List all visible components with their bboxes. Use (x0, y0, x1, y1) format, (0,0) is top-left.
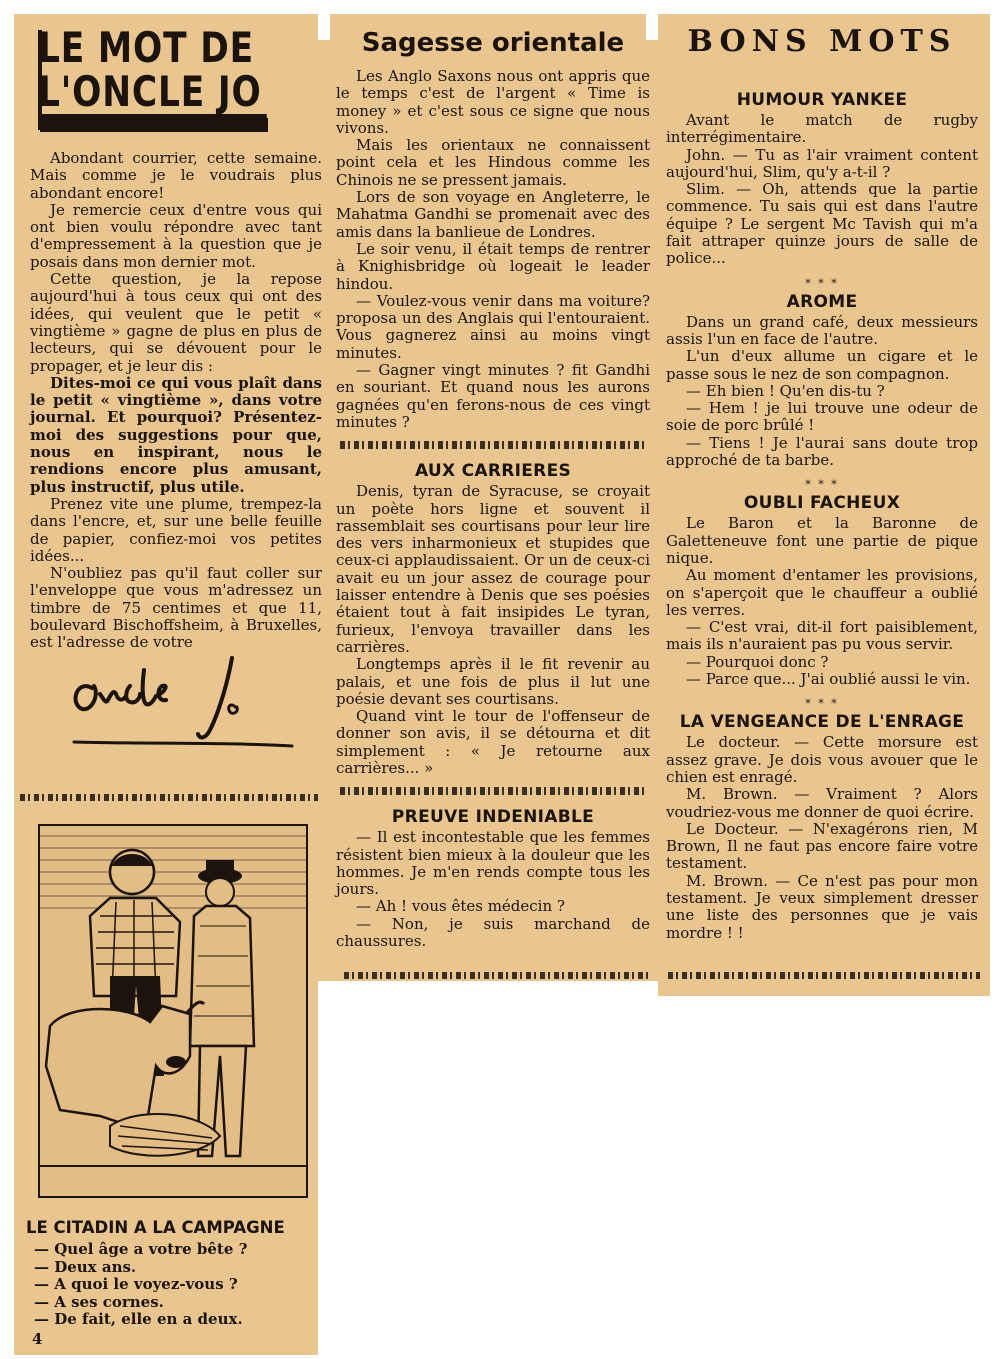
paragraph: — Pourquoi donc ? (686, 652, 829, 671)
citadin-title: LE CITADIN A LA CAMPAGNE (26, 1218, 285, 1237)
star-glyph: * (831, 697, 839, 711)
vengeance-title: LA VENGEANCE DE L'ENRAGE (679, 712, 965, 733)
bons-mots-title: BONS MOTS (687, 24, 957, 59)
paragraph: Dans un grand café, deux messieurs assis l'un en face de l'autre. (666, 312, 978, 348)
checker-divider (340, 441, 646, 449)
checker-divider (340, 787, 646, 795)
paragraph: Prenez vite une plume, trempez-la dans l'encre, et, sur une belle feuille de papier, confiez-moi vos petites idées... (30, 494, 322, 565)
paragraph: Avant le match de rugby interrégimentaire. (666, 111, 978, 147)
oncle-jo-signature (60, 650, 300, 760)
checker-divider (344, 972, 652, 979)
paragraph: Quand vint le tour de l'offenseur de donner son avis, il se détourna et dit simplement : « Je retourne aux carrières... » (336, 707, 650, 777)
paragraph: M. Brown. — Ce n'est pas pour mon testament. Je veux simplement dresser une liste des personnes que je vais mordre ! ! (666, 871, 978, 942)
citadin-joke (26, 1218, 316, 1329)
oncle-jo-article (30, 150, 322, 652)
paragraph: Longtemps après il le fit revenir au palais, et une fois de plus il lut une poésie devant ses courtisans. (336, 655, 650, 708)
paragraph: — Non, je suis marchand de chaussures. (336, 914, 650, 951)
star-glyph: * (818, 276, 826, 290)
paragraph: Cette question, je la repose aujourd'hui à tous ceux qui ont des idées, qui veulent que le petit « vingtième » gagne de plus en plus de lecteurs, qui se dévouent pour le propager, et je leur dis : (30, 270, 322, 375)
dialogue-line: — A ses cornes. (34, 1292, 164, 1311)
paragraph: — Gagner vingt minutes ? fit Gandhi en souriant. Et quand nous les aurons gagnées qu'en ferons-nous de ces vingt minutes ? (336, 361, 650, 431)
star-separator (666, 479, 978, 491)
paragraph: N'oubliez pas qu'il faut coller sur l'enveloppe que vous m'adressez un timbre de 75 centimes et que 11, boulevard Bischoffsheim, à Bruxelles, est l'adresse de votre (30, 564, 322, 652)
paragraph: Je remercie ceux d'entre vous qui ont bien voulu répondre avec tant d'empressement à la question que je posais dans mon dernier mot. (30, 200, 322, 271)
star-glyph: * (805, 276, 813, 290)
oncle-jo-title-line2: L'ONCLE JO (38, 70, 267, 118)
arome-title: AROME (786, 291, 858, 312)
paragraph: — Ah ! vous êtes médecin ? (356, 897, 565, 916)
illustration-citadin (38, 824, 308, 1198)
dialogue-line: — Quel âge a votre bête ? (34, 1240, 248, 1258)
paragraph: John. — Tu as l'air vraiment content aujourd'hui, Slim, qu'y a-t-il ? (666, 145, 978, 181)
star-glyph: * (831, 276, 839, 290)
title-shadow-bar (40, 118, 268, 132)
paragraph: Le docteur. — Cette morsure est assez grave. Je dois vous avouer que le chien est enragé. (666, 733, 978, 786)
paragraph: Le soir venu, il était temps de rentrer à Knighisbridge où logeait le leader hindou. (336, 239, 650, 293)
star-glyph: * (805, 697, 813, 711)
paragraph: Les Anglo Saxons nous ont appris que le temps c'est de l'argent « Time is money » et c'est sous ce signe que nous vivons. (336, 67, 650, 137)
paragraph: — Il est incontestable que les femmes résistent bien mieux à la douleur que les hommes. Je m'en rends compte tous les jours. (336, 828, 650, 899)
paragraph: Au moment d'entamer les provisions, on s'aperçoit que le chauffeur a oublié les verres. (666, 566, 978, 619)
sagesse-title: Sagesse orientale (361, 28, 625, 58)
page-number: 4 (32, 1330, 43, 1348)
paragraph: — Parce que... J'ai oublié aussi le vin. (686, 670, 971, 689)
paragraph: — Eh bien ! Qu'en dis-tu ? (686, 381, 885, 400)
star-glyph: * (818, 697, 826, 711)
oncle-jo-title-line1: LE MOT DE (38, 23, 254, 72)
paragraph: — Voulez-vous venir dans ma voiture? proposa un des Anglais qui l'entouraient. Vous gagnerez ainsi au moins vingt minutes. (336, 291, 650, 362)
star-glyph: * (805, 478, 813, 492)
checker-divider (20, 794, 318, 801)
paragraph: Mais les orientaux ne connaissent point cela et les Hindous comme les Chinois ne se pressent jamais. (336, 136, 650, 189)
paragraph: Le Baron et la Baronne de Galetteneuve font une partie de pique nique. (666, 514, 978, 567)
oncle-jo-title (38, 23, 309, 118)
paragraph: — C'est vrai, dit-il fort paisiblement, mais ils n'auraient pas pu vous servir. (666, 618, 978, 654)
paragraph: — Tiens ! Je l'aurai sans doute trop approché de ta barbe. (666, 433, 978, 470)
paragraph: L'un d'eux allume un cigare et le passe sous le nez de son compagnon. (666, 347, 978, 383)
carrieres-title: AUX CARRIERES (414, 461, 572, 482)
paragraph: M. Brown. — Vraiment ? Alors voudriez-vous me donner de quoi écrire. (666, 785, 978, 821)
paragraph: — Hem ! je lui trouve une odeur de soie de porc brûlé ! (666, 399, 978, 435)
star-glyph: * (831, 478, 839, 492)
dialogue-line: — A quoi le voyez-vous ? (34, 1275, 238, 1293)
middle-column (336, 68, 650, 950)
yankee-title: HUMOUR YANKEE (736, 90, 908, 110)
star-separator (666, 278, 978, 290)
right-column (666, 88, 978, 942)
checker-divider (668, 972, 980, 979)
oubli-title: OUBLI FACHEUX (743, 493, 901, 514)
paragraph: Lors de son voyage en Angleterre, le Mahatma Gandhi se promenait avec des amis dans la banlieue de Londres. (336, 188, 650, 241)
paragraph: Denis, tyran de Syracuse, se croyait un poète hors ligne et souvent il rassemblait ses courtisans pour leur lire des vers inharmonieux et stupides que ceux-ci applaudissaient. Or un de ceux-ci avait eu un jour assez de courage pour laisser entendre à Denis que ses poésies étaient tout à fait insipides Le tyran, furieux, l'envoya travailler dans les carrières. (336, 482, 650, 656)
paragraph-bold: Dites-moi ce qui vous plaît dans le petit « vingtième », dans votre journal. Et pourquoi? Présentez-moi des suggestions pour que, nous en inspirant, nous le rendions encore plus amusant, plus instructif, plus utile. (30, 373, 322, 496)
paragraph: Slim. — Oh, attends que la partie commence. Tu sais qui est dans l'autre équipe ? Le sergent Mc Tavish qui m'a fait attraper quinze jours de salle de police... (666, 180, 978, 268)
dialogue-line: — Deux ans. (34, 1257, 137, 1276)
farmer-and-cow-drawing (40, 826, 306, 1196)
star-separator (666, 698, 978, 710)
paragraph: Le Docteur. — N'exagérons rien, M Brown, Il ne faut pas encore faire votre testament. (666, 819, 978, 873)
star-glyph: * (818, 478, 826, 492)
paragraph: Abondant courrier, cette semaine. Mais comme je le voudrais plus abondant encore! (30, 149, 322, 202)
dialogue-line: — De fait, elle en a deux. (34, 1310, 243, 1328)
preuve-title: PREUVE INDENIABLE (391, 807, 595, 828)
